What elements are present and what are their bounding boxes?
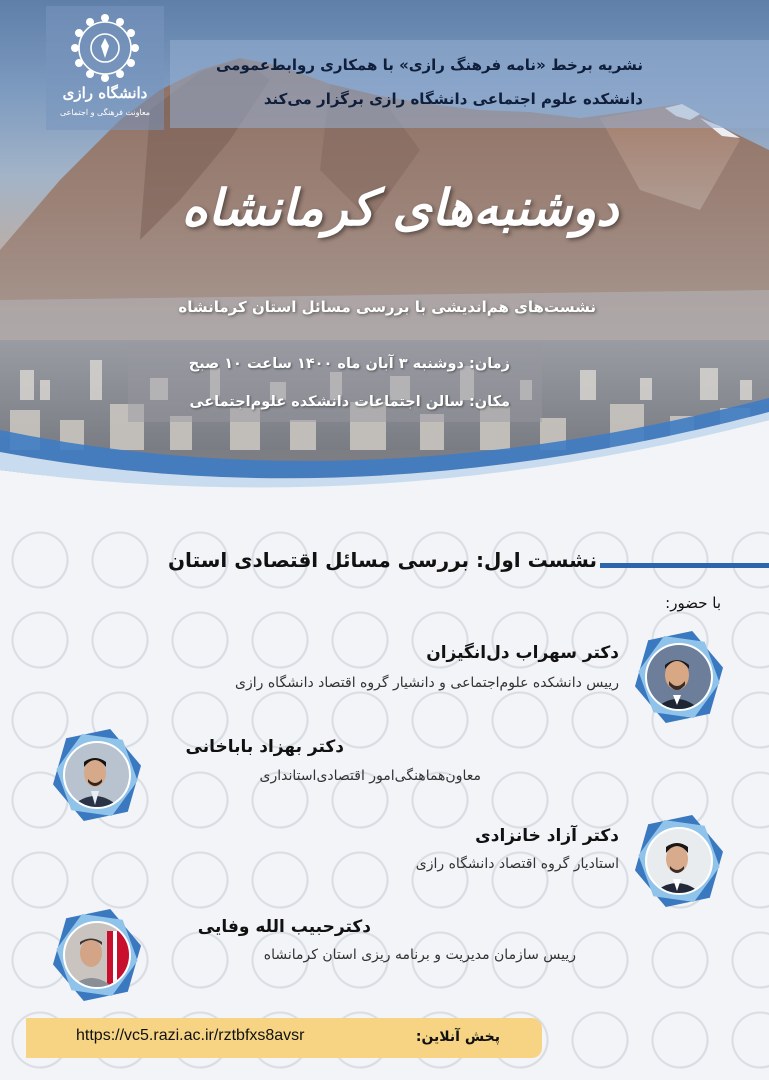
speaker-role-3: استادیار گروه اقتصاد دانشگاه رازی: [415, 856, 619, 872]
portrait-icon: [63, 923, 129, 989]
university-logo: [46, 6, 164, 130]
logo-name: دانشگاه رازی: [62, 84, 148, 102]
speaker-name-3: دکتر آزاد خانزادی: [475, 826, 619, 846]
university-emblem-icon: [60, 12, 150, 84]
speaker-role-2: معاون‌هماهنگی‌امور اقتصادی‌استانداری: [259, 768, 481, 784]
announcement-line-2: دانشکده علوم اجتماعی دانشگاه رازی برگزار می‌کند: [263, 90, 643, 108]
presence-label: با حضور:: [665, 594, 721, 612]
speaker-role-4: رییس سازمان مدیریت و برنامه ریزی استان کرمانشاه: [263, 947, 576, 963]
announcement-line-1: نشریه برخط «نامه فرهنگ رازی» با همکاری روابط‌عمومی: [216, 56, 643, 74]
announcement-box: [170, 40, 769, 128]
online-stream-label: پخش آنلاین:: [415, 1029, 500, 1045]
session-accent-line: [600, 563, 769, 568]
logo-subtitle: معاونت فرهنگی و اجتماعی: [59, 108, 151, 117]
event-place: مکان: سالن اجتماعات دانشکده علوم‌اجتماعی: [189, 394, 510, 410]
online-stream-link[interactable]: https://vc5.razi.ac.ir/rztbfxs8avsr: [76, 1027, 305, 1044]
portrait-icon: [645, 645, 711, 711]
speaker-name-2: دکتر بهزاد باباخانی: [185, 737, 344, 757]
session-title: نشست اول: بررسی مسائل اقتصادی استان: [167, 548, 597, 572]
speaker-photo-2: [58, 736, 136, 814]
speaker-role-1: رییس دانشکده علوم‌اجتماعی و دانشیار گروه اقتصاد دانشگاه رازی: [235, 675, 619, 691]
event-time: زمان: دوشنبه ۳ آبان ماه ۱۴۰۰ ساعت ۱۰ صبح: [188, 356, 510, 372]
speaker-name-1: دکتر سهراب دل‌انگیزان: [426, 643, 619, 663]
speaker-photo-4: [58, 916, 136, 994]
speaker-name-4: دکترحبیب الله وفایی: [197, 917, 371, 937]
time-place-box: [128, 342, 542, 422]
speaker-photo-3: [640, 822, 718, 900]
event-title: دوشنبه‌های کرمانشاه: [181, 178, 619, 237]
event-subtitle: نشست‌های هم‌اندیشی با بررسی مسائل استان کرمانشاه: [178, 298, 596, 316]
speaker-photo-1: [640, 638, 718, 716]
portrait-icon: [645, 829, 711, 895]
online-stream-bar: [26, 1018, 542, 1058]
portrait-icon: [63, 743, 129, 809]
